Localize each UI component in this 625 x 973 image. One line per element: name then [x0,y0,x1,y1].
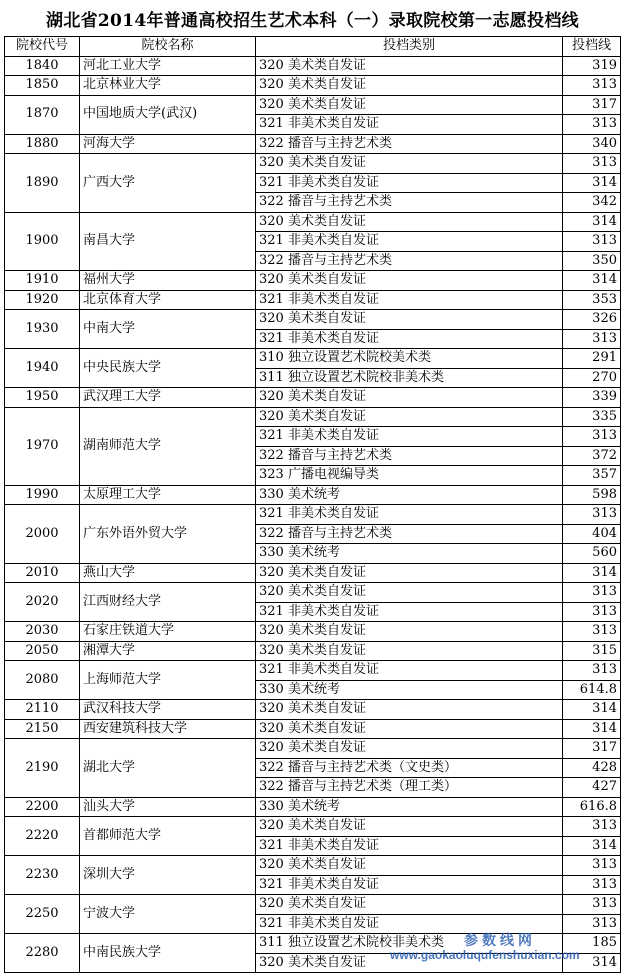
table-row [5,700,621,720]
cutoff-score-cell: 357 [563,466,621,486]
table-row [5,641,621,661]
cutoff-score-cell: 314 [563,212,621,232]
cutoff-score-cell: 340 [563,134,621,154]
cutoff-score-cell: 614.8 [563,680,621,700]
school-name-cell: 武汉理工大学 [80,388,256,408]
category-cell: 321 非美术类自发证 [256,173,563,193]
school-name-cell: 中南大学 [80,310,256,349]
cutoff-score-cell: 314 [563,700,621,720]
header-school-name: 院校名称 [80,37,256,57]
school-code-cell: 1900 [5,212,80,271]
table-row [5,271,621,291]
cutoff-score-cell: 335 [563,407,621,427]
category-cell: 320 美术类自发证 [256,56,563,76]
cutoff-score-cell: 313 [563,232,621,252]
school-code-cell: 2080 [5,661,80,700]
table-row [5,310,621,330]
category-cell: 320 美术类自发证 [256,95,563,115]
cutoff-score-cell: 313 [563,427,621,447]
category-cell: 321 非美术类自发证 [256,505,563,525]
cutoff-score-cell: 314 [563,563,621,583]
school-name-cell: 湘潭大学 [80,641,256,661]
school-code-cell: 1990 [5,485,80,505]
cutoff-score-cell: 313 [563,505,621,525]
school-code-cell: 1940 [5,349,80,388]
admission-score-table [4,36,621,973]
table-body [5,56,621,973]
table-row [5,563,621,583]
category-cell: 321 非美术类自发证 [256,914,563,934]
table-row [5,817,621,837]
category-cell: 321 非美术类自发证 [256,602,563,622]
category-cell: 330 美术统考 [256,680,563,700]
cutoff-score-cell: 313 [563,895,621,915]
header-cutoff-score: 投档线 [563,37,621,57]
cutoff-score-cell: 314 [563,836,621,856]
category-cell: 320 美术类自发证 [256,895,563,915]
category-cell: 322 播音与主持艺术类 [256,251,563,271]
table-row [5,719,621,739]
table-row [5,154,621,174]
table-row [5,583,621,603]
cutoff-score-cell: 372 [563,446,621,466]
school-name-cell: 北京林业大学 [80,76,256,96]
school-name-cell: 燕山大学 [80,563,256,583]
category-cell: 322 播音与主持艺术类（理工类） [256,778,563,798]
school-code-cell: 2000 [5,505,80,564]
category-cell: 321 非美术类自发证 [256,427,563,447]
category-cell: 320 美术类自发证 [256,212,563,232]
cutoff-score-cell: 317 [563,95,621,115]
category-cell: 320 美术类自发证 [256,563,563,583]
table-row [5,290,621,310]
cutoff-score-cell: 317 [563,739,621,759]
table-row [5,739,621,759]
school-code-cell: 1930 [5,310,80,349]
table-row [5,95,621,115]
school-name-cell: 河北工业大学 [80,56,256,76]
category-cell: 321 非美术类自发证 [256,329,563,349]
header-school-code: 院校代号 [5,37,80,57]
category-cell: 321 非美术类自发证 [256,875,563,895]
table-row [5,797,621,817]
category-cell: 330 美术统考 [256,544,563,564]
category-cell: 320 美术类自发证 [256,310,563,330]
school-name-cell: 南昌大学 [80,212,256,271]
cutoff-score-cell: 314 [563,173,621,193]
school-name-cell: 首都师范大学 [80,817,256,856]
category-cell: 320 美术类自发证 [256,739,563,759]
cutoff-score-cell: 314 [563,271,621,291]
school-name-cell: 中国地质大学(武汉) [80,95,256,134]
cutoff-score-cell: 353 [563,290,621,310]
table-row [5,661,621,681]
school-code-cell: 2190 [5,739,80,798]
cutoff-score-cell: 350 [563,251,621,271]
school-name-cell: 中央民族大学 [80,349,256,388]
school-code-cell: 2010 [5,563,80,583]
school-code-cell: 1950 [5,388,80,408]
category-cell: 320 美术类自发证 [256,76,563,96]
table-row [5,349,621,369]
cutoff-score-cell: 185 [563,934,621,954]
school-name-cell: 西安建筑科技大学 [80,719,256,739]
category-cell: 322 播音与主持艺术类 [256,134,563,154]
category-cell: 321 非美术类自发证 [256,290,563,310]
school-code-cell: 2220 [5,817,80,856]
category-cell: 322 播音与主持艺术类 [256,193,563,213]
cutoff-score-cell: 313 [563,817,621,837]
school-name-cell: 福州大学 [80,271,256,291]
school-code-cell: 2110 [5,700,80,720]
table-row [5,485,621,505]
category-cell: 310 独立设置艺术院校美术类 [256,349,563,369]
category-cell: 321 非美术类自发证 [256,836,563,856]
table-row [5,622,621,642]
category-cell: 330 美术统考 [256,485,563,505]
category-cell: 320 美术类自发证 [256,953,563,973]
school-code-cell: 2150 [5,719,80,739]
school-code-cell: 1910 [5,271,80,291]
cutoff-score-cell: 313 [563,661,621,681]
table-row [5,505,621,525]
school-code-cell: 2280 [5,934,80,973]
school-name-cell: 江西财经大学 [80,583,256,622]
cutoff-score-cell: 313 [563,154,621,174]
school-code-cell: 2250 [5,895,80,934]
school-code-cell: 1880 [5,134,80,154]
category-cell: 320 美术类自发证 [256,856,563,876]
school-code-cell: 1870 [5,95,80,134]
school-code-cell: 1840 [5,56,80,76]
table-row [5,134,621,154]
cutoff-score-cell: 270 [563,368,621,388]
table-row [5,56,621,76]
school-code-cell: 2030 [5,622,80,642]
school-name-cell: 太原理工大学 [80,485,256,505]
cutoff-score-cell: 560 [563,544,621,564]
header-category: 投档类别 [256,37,563,57]
cutoff-score-cell: 314 [563,953,621,973]
category-cell: 322 播音与主持艺术类 [256,446,563,466]
school-name-cell: 武汉科技大学 [80,700,256,720]
table-row [5,212,621,232]
school-name-cell: 广西大学 [80,154,256,213]
table-row [5,388,621,408]
school-name-cell: 湖南师范大学 [80,407,256,485]
school-name-cell: 宁波大学 [80,895,256,934]
cutoff-score-cell: 313 [563,329,621,349]
category-cell: 322 播音与主持艺术类（文史类） [256,758,563,778]
school-name-cell: 湖北大学 [80,739,256,798]
category-cell: 320 美术类自发证 [256,622,563,642]
cutoff-score-cell: 342 [563,193,621,213]
school-code-cell: 2230 [5,856,80,895]
school-name-cell: 河海大学 [80,134,256,154]
cutoff-score-cell: 313 [563,875,621,895]
cutoff-score-cell: 315 [563,641,621,661]
category-cell: 320 美术类自发证 [256,271,563,291]
school-name-cell: 北京体育大学 [80,290,256,310]
cutoff-score-cell: 313 [563,622,621,642]
cutoff-score-cell: 326 [563,310,621,330]
cutoff-score-cell: 598 [563,485,621,505]
school-name-cell: 深圳大学 [80,856,256,895]
school-name-cell: 汕头大学 [80,797,256,817]
category-cell: 311 独立设置艺术院校非美术类 [256,368,563,388]
cutoff-score-cell: 319 [563,56,621,76]
category-cell: 320 美术类自发证 [256,583,563,603]
category-cell: 311 独立设置艺术院校非美术类 [256,934,563,954]
watermark-url: www.gaokaoluqufenshuxian.com [390,948,580,962]
table-row [5,407,621,427]
table-row [5,76,621,96]
cutoff-score-cell: 404 [563,524,621,544]
cutoff-score-cell: 313 [563,856,621,876]
category-cell: 320 美术类自发证 [256,817,563,837]
school-code-cell: 1920 [5,290,80,310]
table-row [5,856,621,876]
cutoff-score-cell: 339 [563,388,621,408]
cutoff-score-cell: 428 [563,758,621,778]
category-cell: 330 美术统考 [256,797,563,817]
category-cell: 320 美术类自发证 [256,700,563,720]
school-name-cell: 石家庄铁道大学 [80,622,256,642]
category-cell: 321 非美术类自发证 [256,661,563,681]
school-code-cell: 1970 [5,407,80,485]
category-cell: 321 非美术类自发证 [256,115,563,135]
watermark-logo: 参数线网 [464,933,536,949]
cutoff-score-cell: 427 [563,778,621,798]
school-code-cell: 2050 [5,641,80,661]
school-code-cell: 2200 [5,797,80,817]
category-cell: 320 美术类自发证 [256,388,563,408]
site-watermark [390,930,622,968]
category-cell: 322 播音与主持艺术类 [256,524,563,544]
category-cell: 320 美术类自发证 [256,154,563,174]
school-name-cell: 上海师范大学 [80,661,256,700]
school-code-cell: 2020 [5,583,80,622]
category-cell: 323 广播电视编导类 [256,466,563,486]
school-code-cell: 1890 [5,154,80,213]
category-cell: 320 美术类自发证 [256,719,563,739]
cutoff-score-cell: 313 [563,76,621,96]
cutoff-score-cell: 313 [563,914,621,934]
cutoff-score-cell: 313 [563,583,621,603]
cutoff-score-cell: 313 [563,115,621,135]
cutoff-score-cell: 313 [563,602,621,622]
cutoff-score-cell: 616.8 [563,797,621,817]
cutoff-score-cell: 291 [563,349,621,369]
category-cell: 320 美术类自发证 [256,407,563,427]
page-title: 湖北省2014年普通高校招生艺术本科（一）录取院校第一志愿投档线 [46,11,579,31]
category-cell: 321 非美术类自发证 [256,232,563,252]
school-code-cell: 1850 [5,76,80,96]
school-name-cell: 中南民族大学 [80,934,256,973]
category-cell: 320 美术类自发证 [256,641,563,661]
cutoff-score-cell: 314 [563,719,621,739]
table-row [5,895,621,915]
table-header-row [5,37,621,57]
school-name-cell: 广东外语外贸大学 [80,505,256,564]
